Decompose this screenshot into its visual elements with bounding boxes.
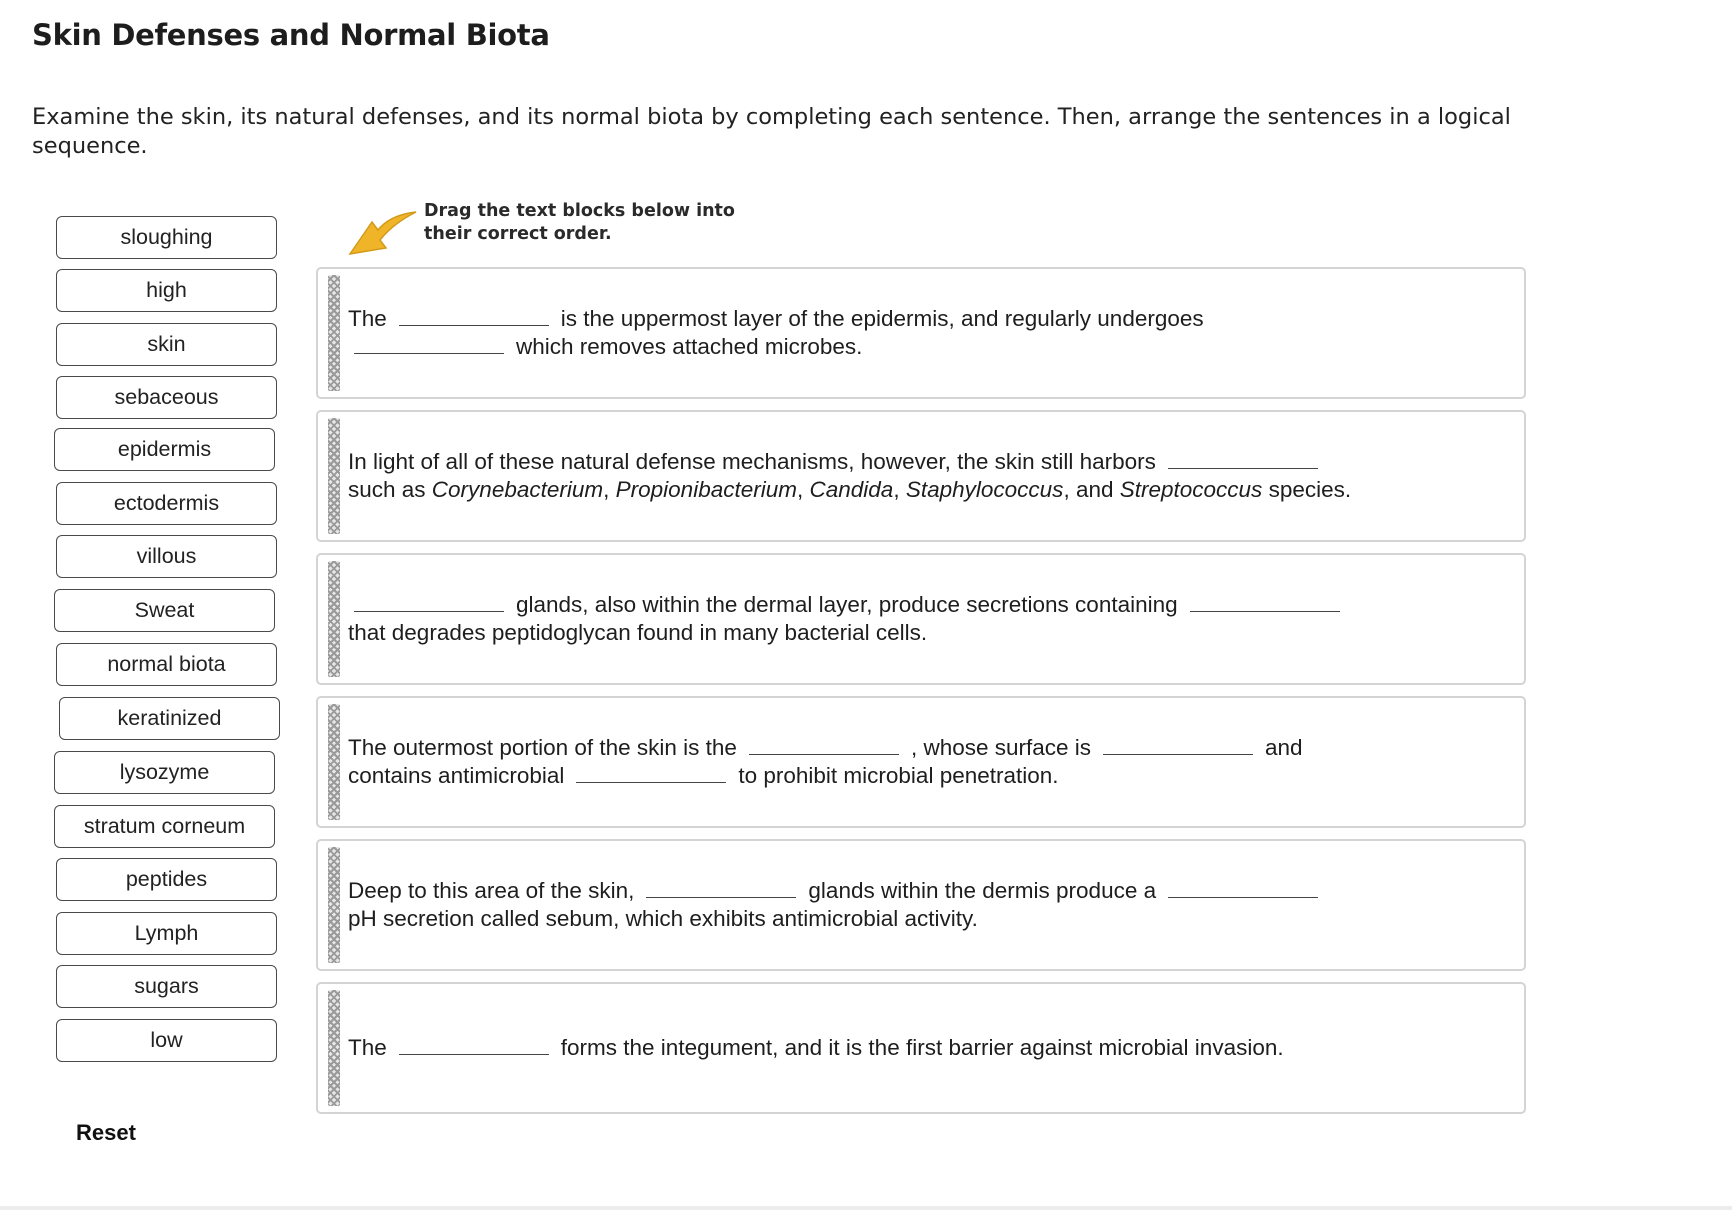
blank-drop-zone[interactable] <box>749 734 899 755</box>
footer-divider <box>0 1206 1732 1210</box>
word-chip[interactable]: high <box>56 269 277 312</box>
blank-drop-zone[interactable] <box>1190 591 1340 612</box>
drag-handle[interactable] <box>328 561 340 677</box>
drag-handle[interactable] <box>328 418 340 534</box>
sentence-block[interactable] <box>316 696 1526 828</box>
word-chip[interactable]: villous <box>56 535 277 578</box>
sentence-block[interactable] <box>316 982 1526 1114</box>
blank-drop-zone[interactable] <box>1168 877 1318 898</box>
sentence-block[interactable] <box>316 553 1526 685</box>
word-bank <box>0 0 246 1052</box>
sentence-text: Deep to this area of the skin, glands within the dermis produce a pH secretion called sebum, which exhibits antimicrobial activity. <box>348 877 1504 933</box>
blank-drop-zone[interactable] <box>1103 734 1253 755</box>
word-chip[interactable]: sugars <box>56 965 277 1008</box>
word-chip[interactable]: skin <box>56 323 277 366</box>
instructions: Examine the skin, its natural defenses, and its normal biota by completing each sentence. Then, arrange the sentences in a logical sequence. <box>32 104 1511 159</box>
hint-text: Drag the text blocks below into their correct order. <box>424 201 735 244</box>
word-chip[interactable]: Sweat <box>54 589 275 632</box>
sentence-text: The outermost portion of the skin is the , whose surface is and contains antimicrobial to prohibit microbial penetration. <box>348 735 1303 788</box>
word-chip[interactable]: Lymph <box>56 912 277 955</box>
sentence-text: In light of all of these natural defense mechanisms, however, the skin still harbors such as Corynebacterium, Propionibacterium, Candida, Staphylococcus, and Streptococcus species. <box>348 449 1352 502</box>
sentence-block[interactable] <box>316 267 1526 399</box>
drag-handle[interactable] <box>328 847 340 963</box>
word-chip[interactable]: sloughing <box>56 216 277 259</box>
arrow-pointer-icon <box>346 208 418 256</box>
word-chip[interactable]: epidermis <box>54 428 275 471</box>
word-chip[interactable]: normal biota <box>56 643 277 686</box>
word-chip[interactable]: stratum corneum <box>54 805 275 848</box>
page-title: Skin Defenses and Normal Biota <box>32 18 550 52</box>
blank-drop-zone[interactable] <box>354 591 504 612</box>
drag-handle[interactable] <box>328 990 340 1106</box>
sentence-text: The is the uppermost layer of the epidermis, and regularly undergoes which removes attached microbes. <box>348 306 1204 359</box>
word-chip[interactable]: sebaceous <box>56 376 277 419</box>
drag-hint <box>346 200 764 256</box>
blank-drop-zone[interactable] <box>354 333 504 354</box>
blank-drop-zone[interactable] <box>399 1034 549 1055</box>
sentence-text: The forms the integument, and it is the first barrier against microbial invasion. <box>348 1035 1284 1060</box>
drag-handle[interactable] <box>328 704 340 820</box>
word-chip[interactable]: lysozyme <box>54 751 275 794</box>
drag-handle[interactable] <box>328 275 340 391</box>
sentence-block[interactable] <box>316 839 1526 971</box>
word-chip[interactable]: ectodermis <box>56 482 277 525</box>
word-chip[interactable]: peptides <box>56 858 277 901</box>
sentence-text: glands, also within the dermal layer, produce secretions containing that degrades peptidoglycan found in many bacterial cells. <box>348 591 1504 647</box>
blank-drop-zone[interactable] <box>646 877 796 898</box>
blank-drop-zone[interactable] <box>399 305 549 326</box>
sentence-block[interactable] <box>316 410 1526 542</box>
blank-drop-zone[interactable] <box>1168 448 1318 469</box>
word-chip[interactable]: keratinized <box>59 697 280 740</box>
word-chip[interactable]: low <box>56 1019 277 1062</box>
reset-button[interactable]: Reset <box>76 1120 136 1145</box>
blank-drop-zone[interactable] <box>576 762 726 783</box>
